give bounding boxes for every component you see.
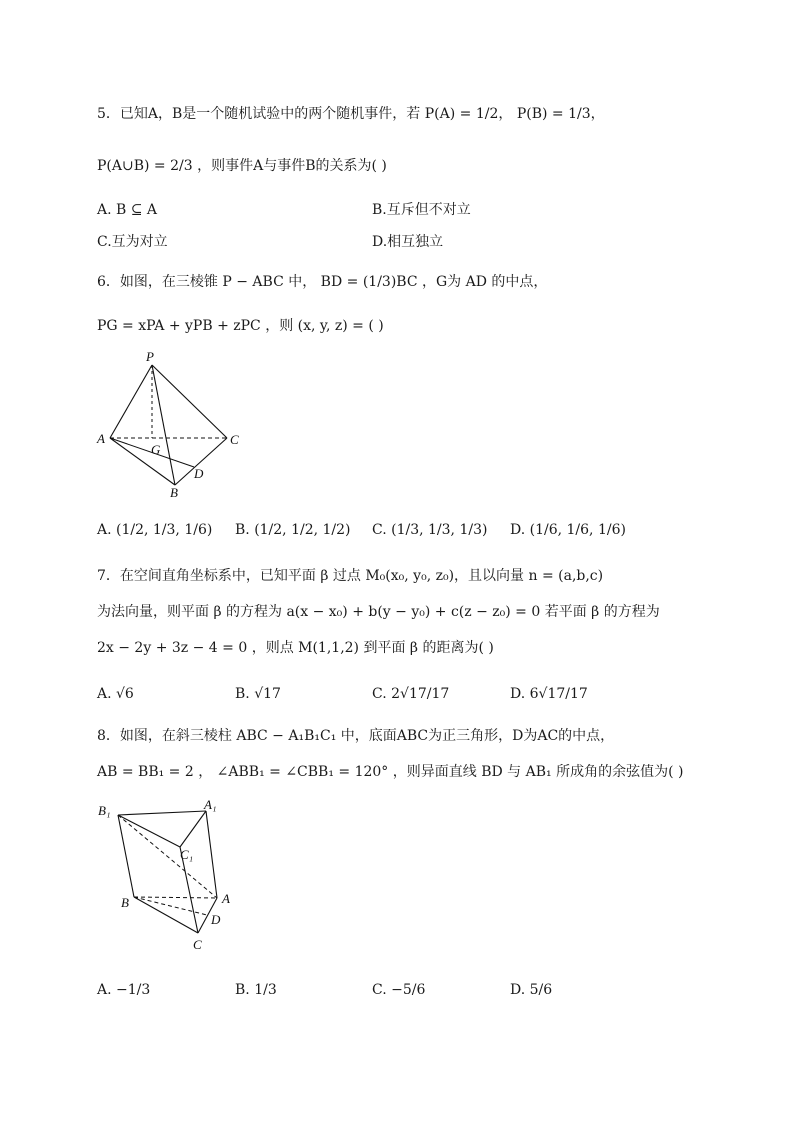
label-c: C (193, 937, 202, 952)
label-b: B (170, 485, 178, 500)
q6-option-d: D. (1/6, 1/6, 1/6) (510, 522, 626, 538)
q7-option-b: B. √17 (235, 686, 281, 702)
q5-option-b: B.互斥但不对立 (372, 202, 471, 218)
q5-option-a: A. B ⊆ A (97, 202, 158, 218)
label-a: A (97, 431, 105, 446)
label-a1: A₁ (204, 797, 217, 812)
q6-option-b: B. (1/2, 1/2, 1/2) (235, 522, 351, 538)
q6-line2: PG = xPA + yPB + zPC ，则 (x, y, z) = ( ) (97, 318, 384, 334)
q5-option-d: D.相互独立 (372, 234, 444, 250)
q7-option-d: D. 6√17/17 (510, 686, 588, 702)
q7-option-a: A. √6 (97, 686, 134, 702)
q8-option-c: C. −5/6 (372, 982, 426, 998)
q5-option-c: C.互为对立 (97, 234, 168, 250)
label-p: P (146, 349, 154, 364)
label-d: D (211, 912, 221, 927)
label-b: B (121, 895, 129, 910)
label-c1: C₁ (180, 847, 194, 862)
q8-line2: AB = BB₁ = 2 ， ∠ABB₁ = ∠CBB₁ = 120° ，则异面直线 BD 与 AB₁ 所成角的余弦值为( ) (97, 764, 684, 780)
pyramid-figure (92, 345, 252, 500)
q7-option-c: C. 2√17/17 (372, 686, 450, 702)
label-a: A (222, 891, 230, 906)
q6-line1: 6．如图，在三棱锥 P − ABC 中， BD = (1/3)BC ，G为 AD 的中点， (97, 274, 548, 290)
q6-option-a: A. (1/2, 1/3, 1/6) (97, 522, 213, 538)
q7-line1: 7．在空间直角坐标系中，已知平面 β 过点 M₀(x₀, y₀, z₀)，且以向量 n = (a,b,c) (97, 568, 604, 584)
q5-line2: P(A∪B) = 2/3 ，则事件A与事件B的关系为( ) (97, 158, 387, 174)
label-g: G (151, 442, 161, 457)
label-d: D (194, 466, 204, 481)
q8-option-a: A. −1/3 (97, 982, 151, 998)
label-b1: B₁ (98, 803, 111, 818)
q8-line1: 8．如图，在斜三棱柱 ABC − A₁B₁C₁ 中，底面ABC为正三角形，D为AC的中点， (97, 728, 615, 744)
label-c: C (230, 432, 239, 447)
q8-option-d: D. 5/6 (510, 982, 553, 998)
q7-line2: 为法向量，则平面 β 的方程为 a(x − x₀) + b(y − y₀) + c(z − z₀) = 0 若平面 β 的方程为 (97, 604, 660, 620)
q7-line3: 2x − 2y + 3z − 4 = 0 ，则点 M(1,1,2) 到平面 β 的距离为( ) (97, 640, 494, 656)
q6-option-c: C. (1/3, 1/3, 1/3) (372, 522, 488, 538)
q8-option-b: B. 1/3 (235, 982, 277, 998)
prism-figure (92, 795, 252, 960)
q5-line1: 5．已知A，B是一个随机试验中的两个随机事件，若 P(A) = 1/2， P(B) = 1/3， (97, 106, 605, 122)
